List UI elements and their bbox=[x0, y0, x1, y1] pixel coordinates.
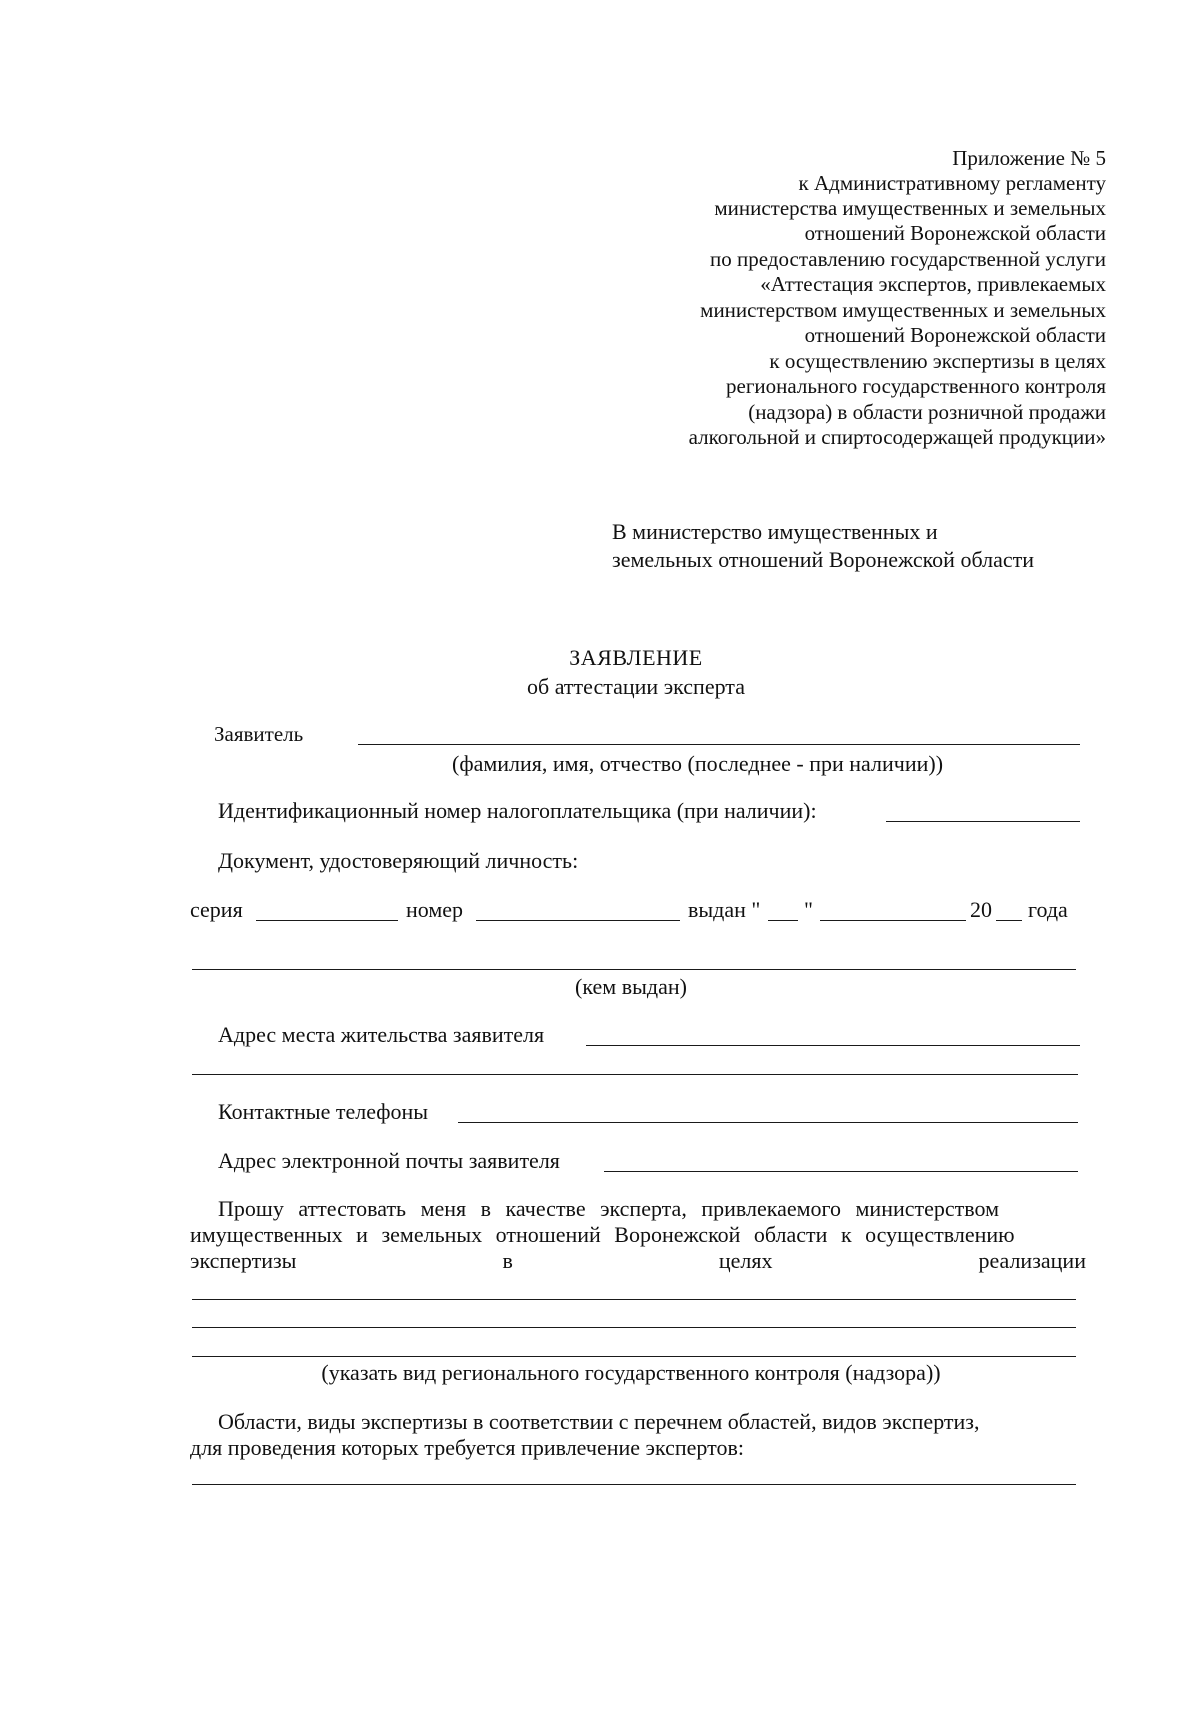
inn-field[interactable] bbox=[886, 821, 1080, 822]
header-line: отношений Воронежской области bbox=[804, 221, 1106, 245]
address-field[interactable] bbox=[586, 1045, 1080, 1046]
header-line: регионального государственного контроля bbox=[726, 374, 1106, 398]
number-label: номер bbox=[406, 897, 464, 922]
header-line: Приложение № 5 bbox=[952, 146, 1106, 170]
number-field[interactable] bbox=[476, 920, 680, 921]
addressee-line: В министерство имущественных и bbox=[612, 519, 938, 544]
phones-field[interactable] bbox=[458, 1122, 1078, 1123]
document-title: ЗАЯВЛЕНИЕ bbox=[569, 645, 703, 670]
addressee-line: земельных отношений Воронежской области bbox=[612, 547, 1034, 572]
issued-day-field[interactable] bbox=[768, 920, 798, 921]
request-line-justified bbox=[190, 1250, 1086, 1272]
request-word: реализации bbox=[978, 1248, 1086, 1273]
address-label: Адрес места жительства заявителя bbox=[218, 1022, 545, 1047]
year-prefix: 20 bbox=[970, 897, 992, 922]
phones-label: Контактные телефоны bbox=[218, 1099, 429, 1124]
request-word: экспертизы bbox=[190, 1248, 297, 1273]
request-word: целях bbox=[718, 1248, 773, 1273]
header-line: «Аттестация экспертов, привлекаемых bbox=[760, 272, 1106, 296]
control-type-field[interactable] bbox=[192, 1356, 1076, 1357]
applicant-label: Заявитель bbox=[214, 722, 304, 746]
header-line: (надзора) в области розничной продажи bbox=[748, 400, 1106, 424]
issued-by-field[interactable] bbox=[192, 969, 1076, 970]
areas-line: Области, виды экспертизы в соответствии с перечнем областей, видов экспертиз, bbox=[218, 1409, 980, 1434]
header-line: к Административному регламенту bbox=[798, 171, 1106, 195]
control-type-hint: (указать вид регионального государственного контроля (надзора)) bbox=[321, 1360, 941, 1385]
control-type-field[interactable] bbox=[192, 1327, 1076, 1328]
inn-label: Идентификационный номер налогоплательщика (при наличии): bbox=[218, 798, 817, 823]
year-label: года bbox=[1028, 897, 1068, 922]
header-line: министерством имущественных и земельных bbox=[700, 298, 1106, 322]
header-line: алкогольной и спиртосодержащей продукции» bbox=[688, 425, 1106, 449]
applicant-name-field[interactable] bbox=[358, 744, 1080, 745]
request-word: в bbox=[502, 1248, 513, 1273]
document-subtitle: об аттестации эксперта bbox=[527, 674, 745, 699]
series-label: серия bbox=[190, 897, 243, 922]
header-line: отношений Воронежской области bbox=[804, 323, 1106, 347]
issued-year-field[interactable] bbox=[996, 920, 1022, 921]
series-field[interactable] bbox=[256, 920, 398, 921]
address-field-continued[interactable] bbox=[192, 1074, 1078, 1075]
header-line: министерства имущественных и земельных bbox=[714, 196, 1106, 220]
issued-by-hint: (кем выдан) bbox=[575, 974, 687, 999]
email-field[interactable] bbox=[604, 1171, 1078, 1172]
issued-quote: " bbox=[804, 897, 813, 922]
request-line: имущественных и земельных отношений Воронежской области к осуществлению bbox=[190, 1222, 1015, 1247]
issued-label: выдан " bbox=[688, 897, 761, 922]
request-line bbox=[218, 1198, 1086, 1220]
header-line: по предоставлению государственной услуги bbox=[710, 247, 1106, 271]
header-line: к осуществлению экспертизы в целях bbox=[769, 349, 1106, 373]
request-line-text: Прошу аттестовать меня в качестве эксперта, привлекаемого министерством bbox=[218, 1196, 999, 1221]
id-doc-label: Документ, удостоверяющий личность: bbox=[218, 848, 579, 873]
control-type-field[interactable] bbox=[192, 1299, 1076, 1300]
areas-field[interactable] bbox=[192, 1484, 1076, 1485]
issued-month-field[interactable] bbox=[820, 920, 966, 921]
email-label: Адрес электронной почты заявителя bbox=[218, 1148, 560, 1173]
areas-line: для проведения которых требуется привлечение экспертов: bbox=[190, 1435, 744, 1460]
applicant-hint: (фамилия, имя, отчество (последнее - при наличии)) bbox=[452, 751, 944, 776]
